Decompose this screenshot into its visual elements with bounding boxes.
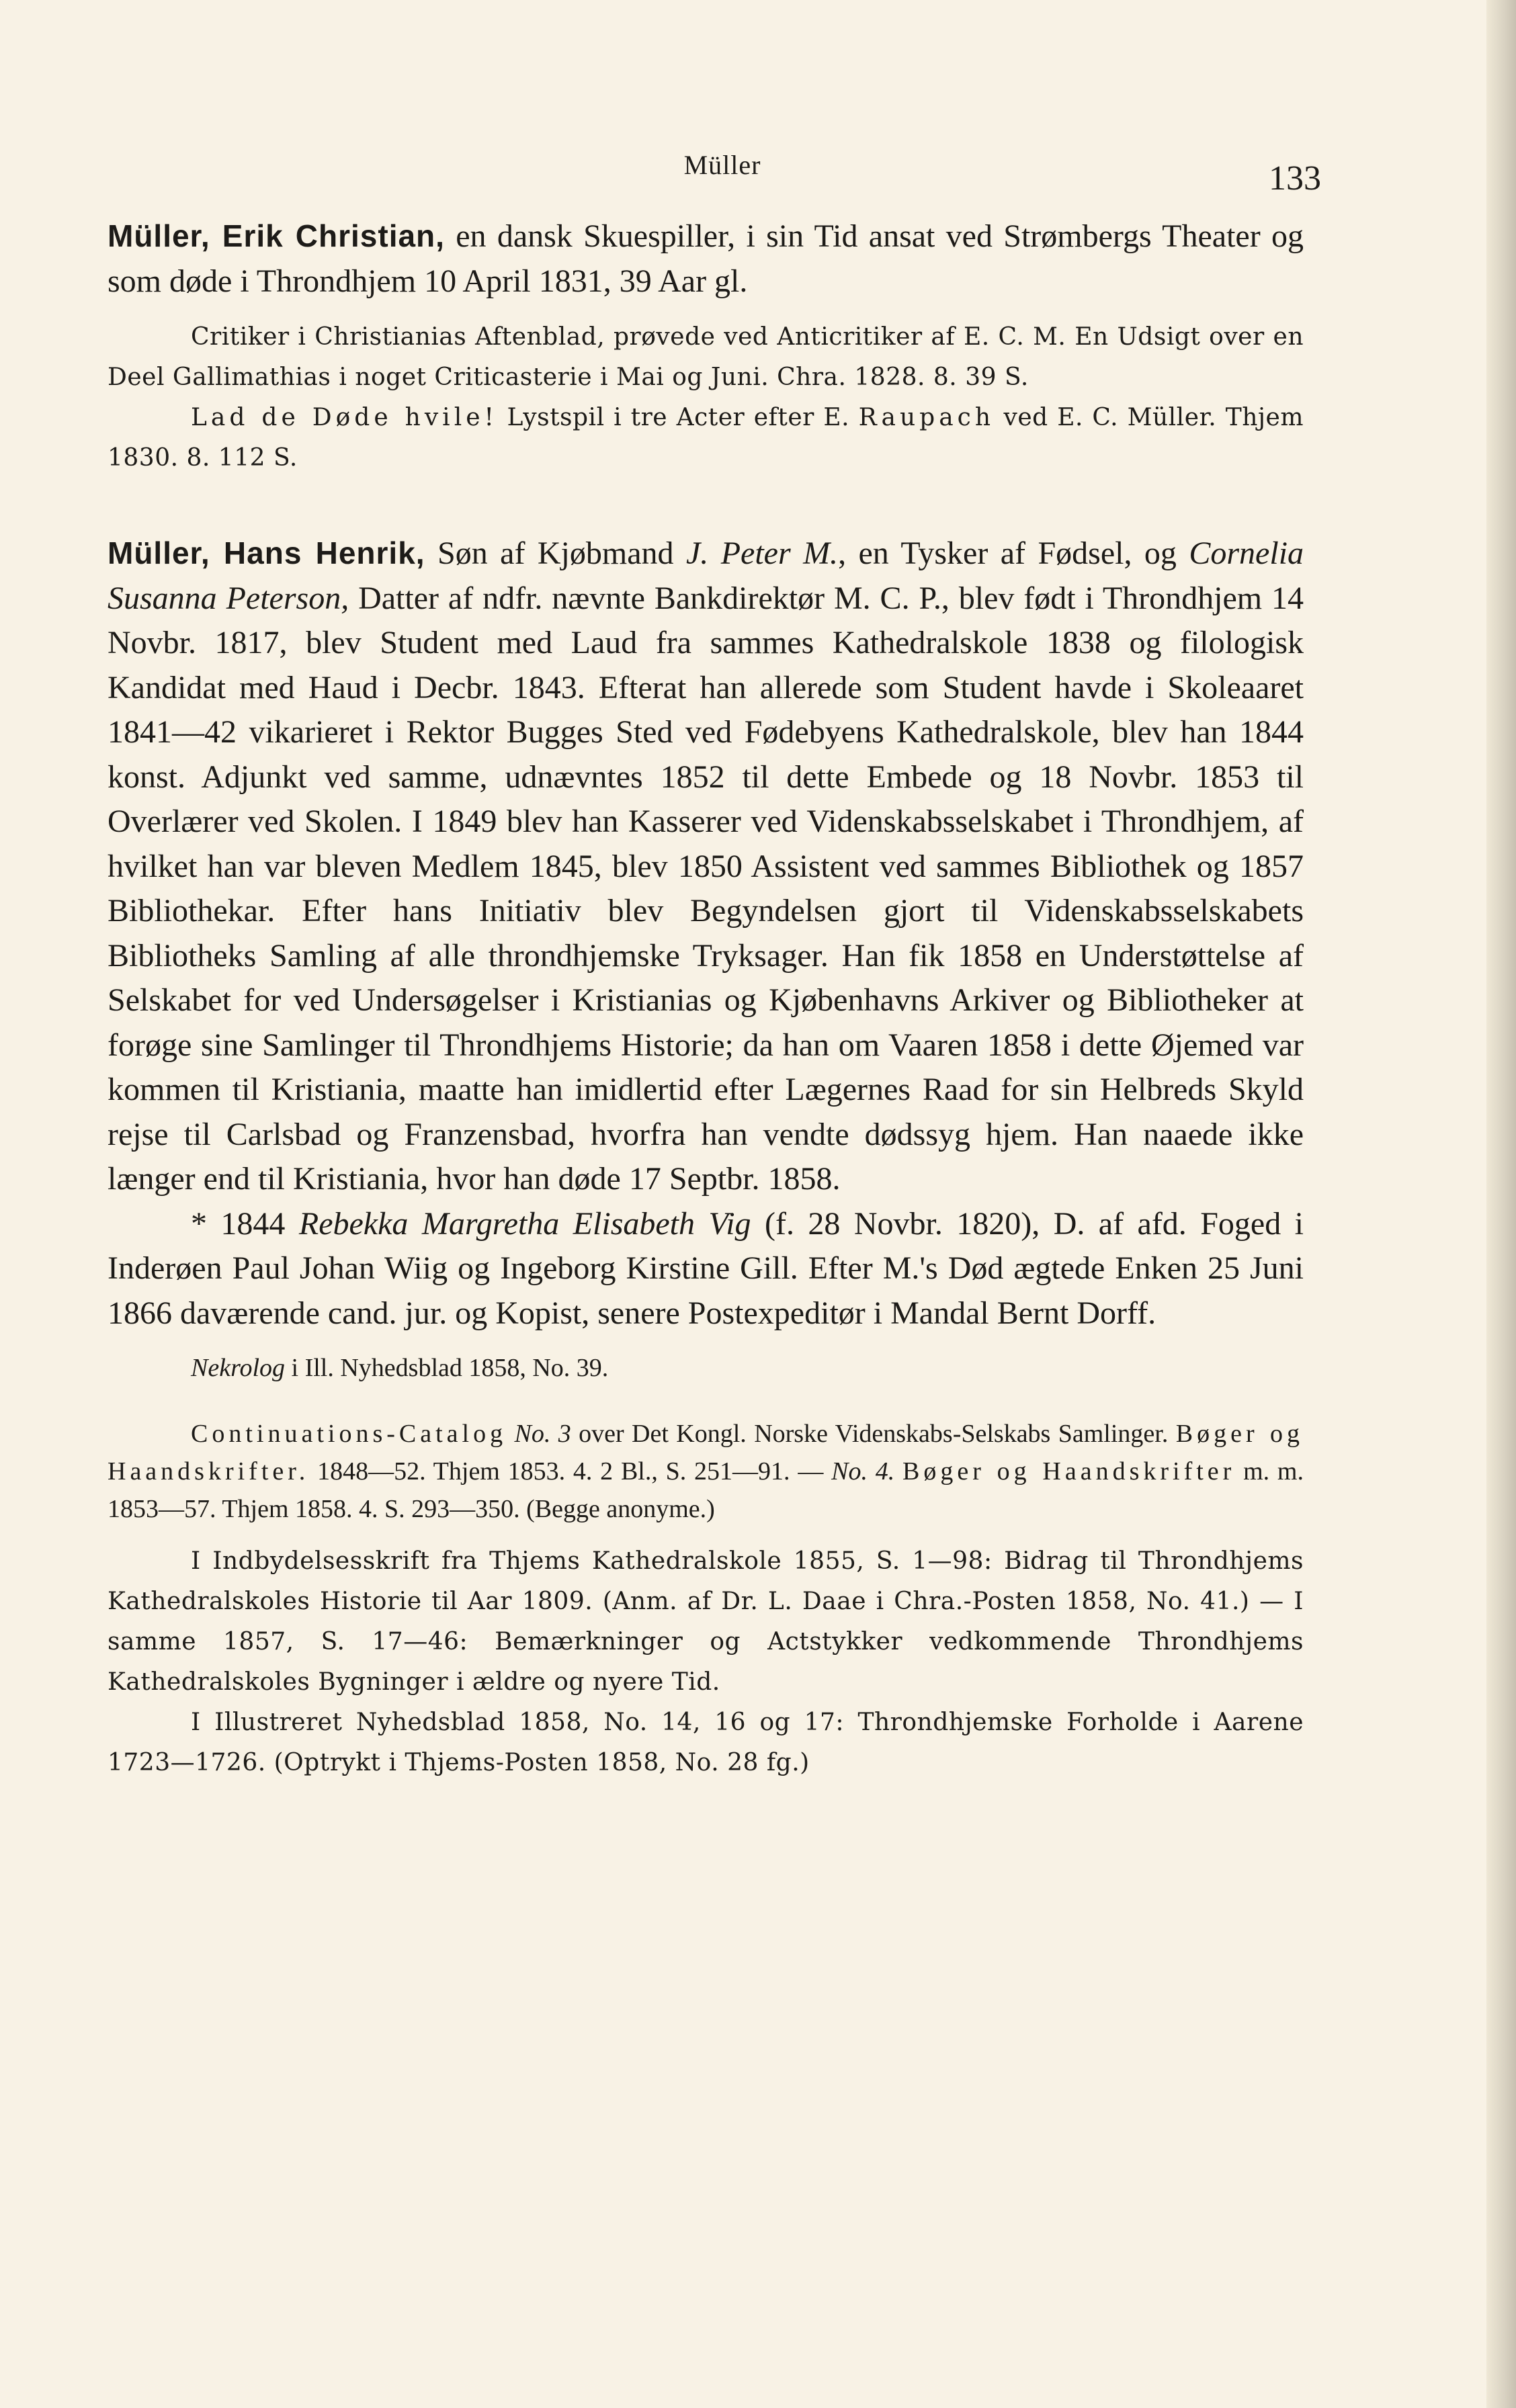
mother-name: Cornelia Susanna Peterson, bbox=[108, 535, 1304, 616]
entry-text: en dansk Skuespiller, i sin Tid ansat ved Strømbergs Theater og som døde i Throndhjem 10 April 1831, 39 Aar gl. bbox=[108, 218, 1304, 299]
entry-text: Søn af Kjøbmand bbox=[425, 535, 686, 571]
page-content bbox=[108, 214, 1304, 1783]
entry-headword: Müller, Erik Christian, bbox=[108, 218, 445, 253]
wife-name: Rebekka Margretha Elisabeth Vig bbox=[298, 1205, 751, 1242]
nekrolog-reference bbox=[108, 1349, 1304, 1387]
entry-hans-henrik bbox=[108, 531, 1304, 1202]
catalog-title: Continuations-Catalog bbox=[191, 1420, 507, 1448]
work-title: Lad de Døde hvile! bbox=[191, 404, 498, 431]
catalog-number: No. 4. bbox=[831, 1457, 895, 1486]
page-number: 133 bbox=[1269, 159, 1321, 198]
bibliography-item bbox=[108, 398, 1304, 478]
catalog-text bbox=[894, 1457, 902, 1486]
work-author: Raupach bbox=[858, 404, 995, 431]
entry-headword: Müller, Hans Henrik, bbox=[108, 535, 425, 570]
marriage-paragraph bbox=[108, 1202, 1304, 1336]
catalog-subtitle: Bøger og Haandskrifter bbox=[902, 1457, 1236, 1486]
nekrolog-text: i Ill. Nyhedsblad 1858, No. 39. bbox=[285, 1354, 609, 1382]
bibliography-item: I Indbydelsesskrift fra Thjems Kathedralskole 1855, S. 1—98: Bidrag til Throndhjems Kathedralskoles Historie til Aar 1809. (Anm. af Dr. L. Daae i Chra.-Posten 1858, No. 41.) — I samme 1857, S. 17—46: Bemærkninger og Actstykker vedkommende Throndhjems Kathedralskoles Bygninger i ældre og nyere Tid. bbox=[108, 1547, 1304, 1696]
catalog-text: 1848—52. Thjem 1853. 4. 2 Bl., S. 251—91. — bbox=[309, 1457, 832, 1486]
catalog-subtitle: Bøger og Haandskrifter. bbox=[108, 1420, 1304, 1486]
entry-text: , en Tysker af Fødsel, og bbox=[838, 535, 1189, 571]
bibliography-item: I Illustreret Nyhedsblad 1858, No. 14, 16 og 17: Throndhjemske Forholde i Aarene 1723—1726. (Optrykt i Thjems-Posten 1858, No. 28 fg.) bbox=[108, 1709, 1304, 1776]
nekrolog-label: Nekrolog bbox=[191, 1354, 286, 1382]
work-text: Lystspil i tre Acter efter E. bbox=[497, 404, 859, 431]
marriage-text: (f. 28 Novbr. 1820), D. af afd. Foged i Inderøen Paul Johan Wiig og Ingeborg Kirstine Gill. Efter M.'s Død ægtede Enken 25 Juni 1866 daværende cand. jur. og Kopist, senere Postexpeditør i Mandal Bernt Dorff. bbox=[108, 1205, 1304, 1331]
catalog-text: m. m. 1853—57. Thjem 1858. 4. S. 293—350. (Begge anonyme.) bbox=[108, 1457, 1304, 1523]
bibliography-item: Critiker i Christianias Aftenblad, prøvede ved Anticritiker af E. C. M. En Udsigt over en Deel Gallimathias i noget Criticasterie i Mai og Juni. Chra. 1828. 8. 39 S. bbox=[108, 323, 1304, 391]
catalog-number: No. 3 bbox=[514, 1420, 571, 1448]
father-name: J. Peter M. bbox=[685, 535, 839, 571]
entry-text: Datter af ndfr. nævnte Bankdirektør M. C. P., blev født i Throndhjem 14 Novbr. 1817, blev Student med Laud fra sammes Kathedralskole 1838 og filologisk Kandidat med Haud i Decbr. 1843. Efterat han allerede som Student havde i Skoleaaret 1841—42 vikarieret i Rektor Bugges Sted ved Fødebyens Kathedralskole, blev han 1844 konst. Adjunkt ved samme, udnævntes 1852 til dette Embede og 18 Novbr. 1853 til Overlærer ved Skolen. I 1849 blev han Kasserer ved Videnskabsselskabet i Throndhjem, af hvilket han var bleven Medlem 1845, blev 1850 Assistent ved sammes Bibliothek og 1857 Bibliothekar. Efter hans Initiativ blev Begyndelsen gjort til Videnskabsselskabets Bibliotheks Samling af alle throndhjemske Tryksager. Han fik 1858 en Understøttelse af Selskabet for ved Undersøgelser i Kristianias og Kjøbenhavns Arkiver og Bibliotheker at forøge sine Samlinger til Throndhjems Historie; da han om Vaaren 1858 i dette Øjemed var kommen til Kristiania, maatte han imidlertid efter Lægernes Raad for sin Helbreds Skyld rejse til Carlsbad og Franzensbad, hvorfra han vendte dødssyg hjem. Han naaede ikke længer end til Kristiania, hvor han døde 17 Septbr. 1858. bbox=[108, 580, 1304, 1197]
page-edge bbox=[1486, 0, 1516, 2408]
catalog-text: over Det Kongl. Norske Videnskabs-Selskabs Samlinger. bbox=[571, 1420, 1176, 1448]
catalog-reference bbox=[108, 1415, 1304, 1528]
marriage-text: * 1844 bbox=[191, 1205, 299, 1242]
work-text: ved E. C. Müller. Thjem 1830. 8. 112 S. bbox=[108, 404, 1304, 472]
running-head: Müller bbox=[683, 150, 761, 180]
entry-erik-christian bbox=[108, 214, 1304, 304]
